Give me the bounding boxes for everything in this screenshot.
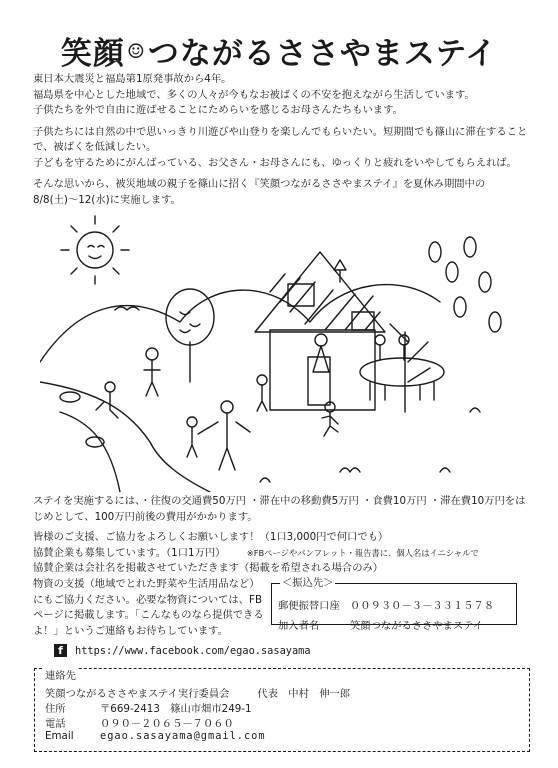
facebook-icon: f [54, 644, 67, 657]
transfer-name: 加入者名 笑顔つながるささやまステイ [278, 620, 483, 632]
tree-icon [166, 289, 214, 382]
intro-text [33, 72, 533, 214]
cost-text: ステイを実施するには、・往復の交通費50万円 ・滞在中の移動費5万円 ・食費10万円 ・滞在費10万円をはじめとして、100万円前後の費用がかかります。 [33, 495, 526, 523]
smile-icon: ☺ [126, 39, 146, 63]
sun-icon [61, 216, 129, 284]
contact-box [34, 668, 530, 752]
facebook-url[interactable]: https://www.facebook.com/egao.sasayama [75, 644, 311, 657]
picnic-table [360, 335, 444, 400]
transfer-account: 郵便振替口座 ００９３０－３－３３１５７８ [278, 600, 495, 612]
house-icon [255, 252, 385, 410]
illustration [40, 212, 530, 492]
page-title [0, 28, 558, 73]
support-line-1: 皆様のご支援、ご協力をよろしくお願いします！（1口3,000円で何口でも） [33, 531, 389, 543]
contact-address: 住所 〒669-2413 篠山市畑市249-1 [45, 703, 252, 715]
bird-icon [115, 307, 139, 310]
goods-text: 物資の支援（地域でとれた野菜や生活用品など）にもご協力ください。必要な物資については、FBページに掲載します。「こんなものなら提供できるよ！」というご連絡もお待ちしています。 [33, 578, 264, 637]
grass [260, 408, 480, 482]
intro-paragraph-1: 東日本大震災と福島第1原発事故から4年。 福島県を中心とした地域で、多くの人々が今もなお被ばくの不安を抱えながら生活しています。 子供たちを外で自由に遊ばせることにためらいを感じるお母さんたちもいます。 [33, 73, 475, 116]
contact-label: 連絡先 [43, 667, 78, 682]
title-main: 笑顔 [60, 36, 125, 72]
contact-rep: 代表 中村 伸一郎 [257, 688, 351, 700]
support-section [33, 530, 543, 577]
people [96, 334, 338, 470]
transfer-label: ＜振込先＞ [282, 577, 334, 589]
intro-paragraph-3: そんな思いから、被災地域の親子を篠山に招く『笑顔つながるささやまステイ』を夏休み期間中の 8/8(土)～12(水)に実施します。 [33, 178, 486, 206]
contact-org: 笑顔つながるささやまステイ実行委員会 代表 中村 伸一郎 [45, 688, 351, 700]
support-line-3: 協賛企業は会社名を掲載させていただきます（掲載を希望される場合のみ） [33, 562, 384, 574]
intro-paragraph-2: 子供たちには自然の中で思いっきり川遊びや山登りを楽しんでもらいたい。短期間でも篠山に滞在することで、被ばくを低減したい。 子どもを守るためにがんばっている、お父さん・お母さんにも、ゆっくりと疲れをいやしてもらえれば。 [33, 125, 528, 169]
facebook-link[interactable] [54, 644, 311, 657]
contact-tel: 電話 ０９０－２０６５－７０６０ [45, 718, 234, 730]
contact-email: Email egao.sasayama@gmail.com [45, 730, 266, 742]
river [40, 382, 210, 492]
title-rest: つながるささやまステイ [147, 36, 498, 72]
transfer-box [271, 577, 517, 632]
support-note: ※FBページやパンフレット・報告書に、個人名はイニシャルで [246, 547, 479, 558]
support-line-2: 協賛企業も募集しています。（1口1万円） ※FBページやパンフレット・報告書に、個人名はイニシャルで [33, 546, 479, 559]
